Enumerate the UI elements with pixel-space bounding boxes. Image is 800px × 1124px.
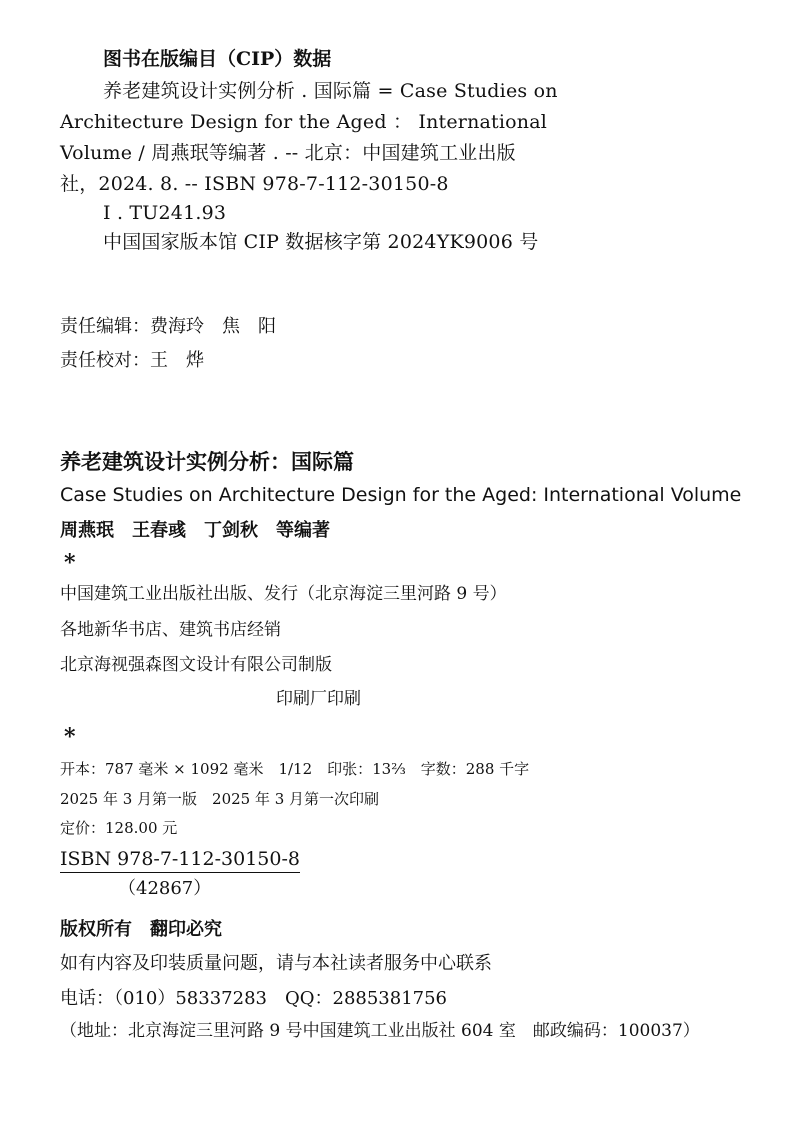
book-authors: 周燕珉 王春彧 丁剑秋 等编著: [60, 520, 330, 541]
separator-star-2: *: [64, 724, 76, 750]
contact-phone: 电话：（010）58337283 QQ：2885381756: [60, 988, 448, 1009]
contact-address: （地址：北京海淀三里河路 9 号中国建筑工业出版社 604 室 邮政编码：100037）: [60, 1021, 700, 1041]
cip-line-3: Volume / 周燕珉等编著 . -- 北京：中国建筑工业出版: [60, 142, 516, 164]
quality-notice: 如有内容及印装质量问题，请与本社读者服务中心联系: [60, 953, 492, 974]
book-title-cn: 养老建筑设计实例分析：国际篇: [60, 450, 354, 474]
book-title-en: Case Studies on Architecture Design for the Aged: International Volume: [60, 484, 742, 506]
cip-heading: 图书在版编目（CIP）数据: [103, 48, 332, 70]
cip-line-2: Architecture Design for the Aged ： International: [60, 111, 548, 133]
book-code: （42867）: [118, 878, 212, 899]
isbn-number: ISBN 978-7-112-30150-8: [60, 850, 300, 873]
responsible-editors: 责任编辑：费海玲 焦 阳: [60, 316, 276, 337]
edition-info: 2025 年 3 月第一版 2025 年 3 月第一次印刷: [60, 790, 380, 808]
responsible-proofreader: 责任校对：王 烨: [60, 350, 204, 371]
separator-star: *: [64, 550, 76, 576]
book-specs: 开本：787 毫米 × 1092 毫米 1/12 印张：13⅔ 字数：288 千字: [60, 760, 530, 778]
price: 定价：128.00 元: [60, 819, 178, 837]
cip-line-1: 养老建筑设计实例分析 . 国际篇 = Case Studies on: [103, 80, 558, 102]
distributor-line: 各地新华书店、建筑书店经销: [60, 620, 281, 640]
cip-line-6: 中国国家版本馆 CIP 数据核字第 2024YK9006 号: [103, 231, 539, 253]
copyright-notice: 版权所有 翻印必究: [60, 919, 222, 940]
typesetter-line: 北京海视强森图文设计有限公司制版: [60, 655, 332, 675]
cip-line-5: Ⅰ . TU241.93: [103, 202, 227, 224]
cip-line-4: 社，2024. 8. -- ISBN 978-7-112-30150-8: [60, 173, 449, 195]
publisher-line: 中国建筑工业出版社出版、发行（北京海淀三里河路 9 号）: [60, 584, 507, 604]
printer-line: 印刷厂印刷: [276, 689, 361, 709]
